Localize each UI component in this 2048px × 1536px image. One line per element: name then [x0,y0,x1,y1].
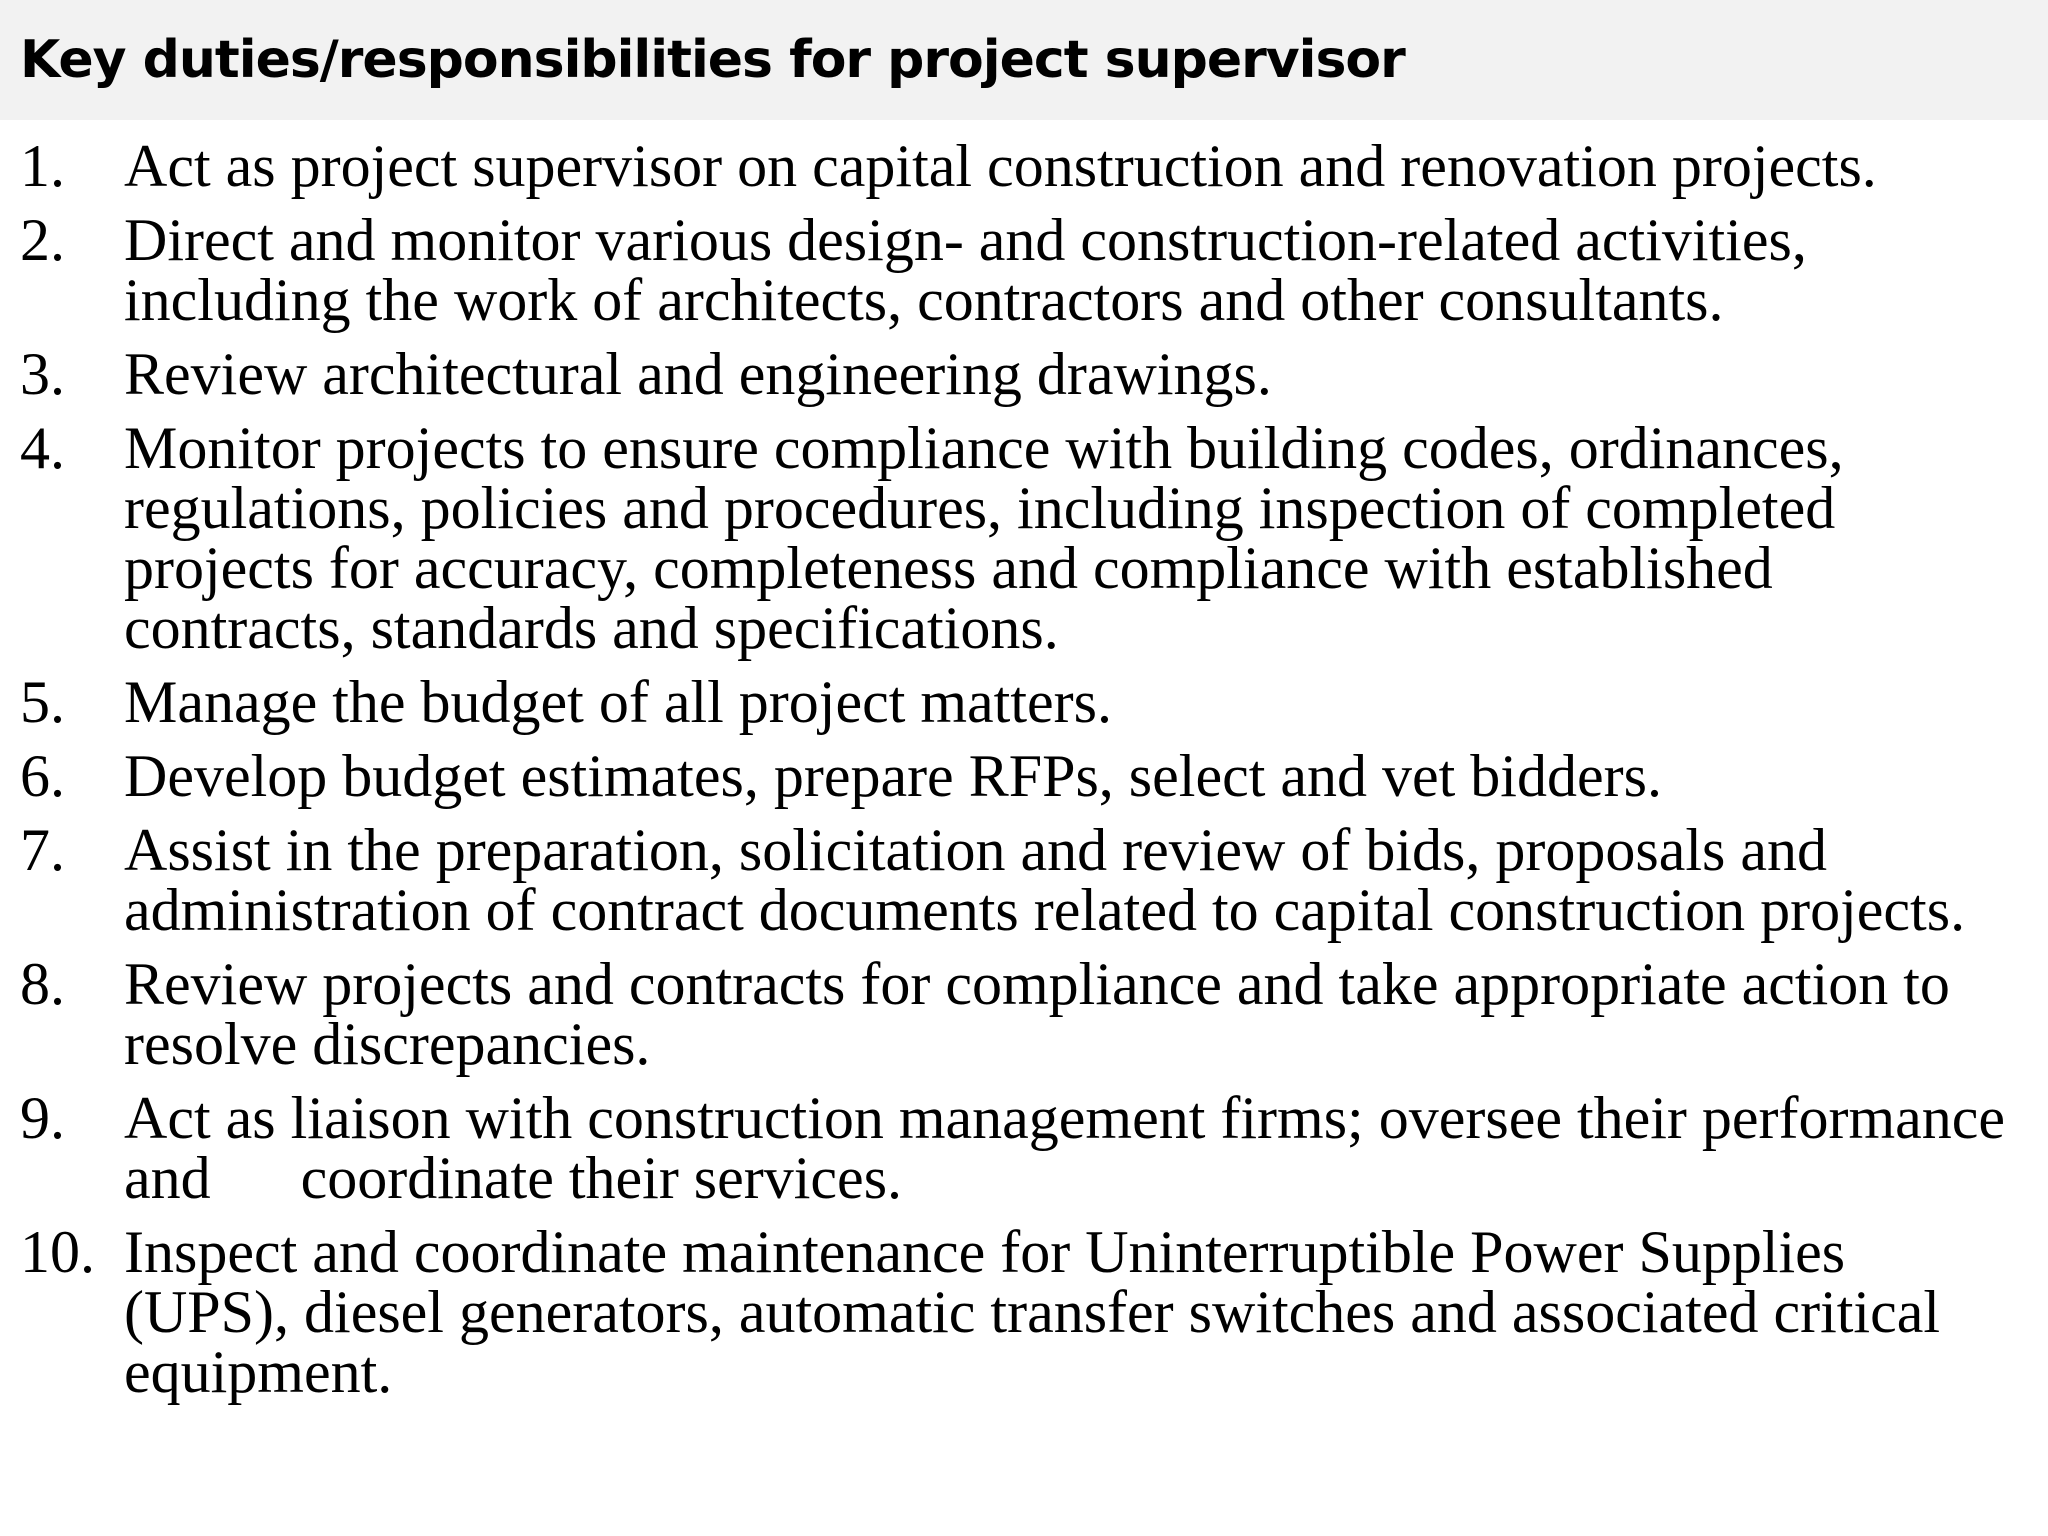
list-item [0,743,2048,809]
item-text: Review architectural and engineering drawings. [124,341,1272,407]
item-text: Act as project supervisor on capital construction and renovation projects. [124,133,1877,199]
item-number: 2. [20,207,65,273]
list-item [0,1219,2048,1405]
list-item [0,817,2048,943]
item-number: 8. [20,951,65,1017]
item-text: Act as liaison with construction management firms; oversee their performance and coordinate their services. [124,1085,2021,1211]
list-item [0,415,2048,661]
list-item [0,1085,2048,1211]
item-text: Review projects and contracts for compliance and take appropriate action to resolve discrepancies. [124,951,1950,1077]
item-text: Direct and monitor various design- and construction-related activities, including the work of architects, contractors and other consultants. [124,207,1807,333]
list-item [0,207,2048,333]
list-item [0,133,2048,199]
item-text: Manage the budget of all project matters. [124,669,1112,735]
title-bar [0,0,2048,120]
item-number: 3. [20,341,65,407]
item-number: 6. [20,743,65,809]
item-number: 10. [20,1219,95,1285]
item-text: Monitor projects to ensure compliance with building codes, ordinances, regulations, policies and procedures, including inspection of completed projects for accuracy, completeness and compliance with established contracts, standards and specifications. [124,415,1844,661]
list-item [0,341,2048,407]
item-text: Assist in the preparation, solicitation and review of bids, proposals and administration of contract documents related to capital construction projects. [124,817,1966,943]
item-number: 4. [20,415,65,481]
list-item [0,669,2048,735]
duty-list [0,133,2048,1416]
item-text: Develop budget estimates, prepare RFPs, select and vet bidders. [124,743,1662,809]
item-text: Inspect and coordinate maintenance for Uninterruptible Power Supplies (UPS), diesel generators, automatic transfer switches and associated critical equipment. [124,1219,1941,1405]
slide-title: Key duties/responsibilities for project supervisor [20,30,1405,90]
list-item [0,951,2048,1077]
item-number: 5. [20,669,65,735]
item-number: 9. [20,1085,65,1151]
item-number: 7. [20,817,65,883]
item-number: 1. [20,133,65,199]
